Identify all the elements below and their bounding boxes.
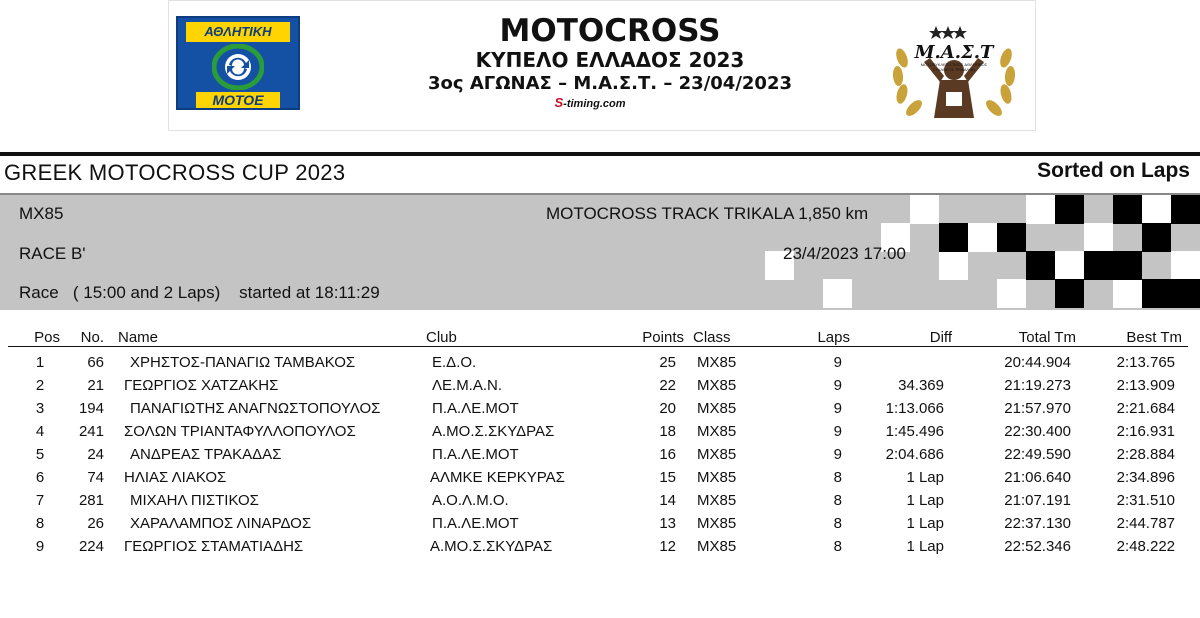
mast-logo-subtext: ΜΟΤΟΣΥΚΛΕΤΙΣΤΙΚΟΣ ΑΘΛΗΤΙΚΟΣ ΣΥΛΛΟΓΟΣ ΤΡΙΚΑΛΩΝ <box>920 62 988 72</box>
header-best: Best Tm <box>1126 329 1182 346</box>
cell-class: MX85 <box>697 400 737 417</box>
cell-best: 2:16.931 <box>1116 423 1175 440</box>
cell-best: 2:13.765 <box>1116 354 1175 371</box>
cell-points: 20 <box>659 400 676 417</box>
cell-points: 15 <box>659 469 676 486</box>
cell-no: 24 <box>87 446 104 463</box>
cell-points: 13 <box>659 515 676 532</box>
cell-best: 2:31.510 <box>1116 492 1175 509</box>
header-points: Points <box>642 329 684 346</box>
cell-club: Π.Α.ΛΕ.ΜΟΤ <box>432 400 519 417</box>
cell-laps: 8 <box>833 469 842 486</box>
cell-class: MX85 <box>697 423 737 440</box>
cell-best: 2:13.909 <box>1116 377 1175 394</box>
cell-pos: 5 <box>35 446 45 463</box>
cell-class: MX85 <box>697 377 737 394</box>
cell-best: 2:28.884 <box>1116 446 1175 463</box>
cell-pos: 1 <box>35 354 45 371</box>
cell-laps: 9 <box>833 446 842 463</box>
cell-name: ΣΟΛΩΝ ΤΡΙΑΝΤΑΦΥΛΛΟΠΟΥΛΟΣ <box>124 423 356 440</box>
category-label: MX85 <box>19 204 64 223</box>
cell-pos: 9 <box>35 538 45 555</box>
cell-club: Α.Ο.Λ.Μ.Ο. <box>432 492 509 509</box>
event-title: MOTOCROSS <box>499 13 721 49</box>
header-club: Club <box>426 329 457 346</box>
timing-credit-rest: -timing.com <box>563 98 626 110</box>
timing-credit <box>340 96 840 111</box>
cell-diff: 1 Lap <box>906 469 944 486</box>
cell-name: ΜΙΧΑΗΛ ΠΙΣΤΙΚΟΣ <box>130 492 259 509</box>
cell-club: Α.ΜΟ.Σ.ΣΚΥΔΡΑΣ <box>430 538 553 555</box>
event-subtitle: ΚΥΠΕΛΟ ΕΛΛΑΔΟΣ 2023 <box>475 48 745 72</box>
header-pos: Pos <box>34 329 60 346</box>
cell-diff: 1 Lap <box>906 492 944 509</box>
cell-club: Ε.Δ.Ο. <box>432 354 477 371</box>
cell-diff: 2:04.686 <box>885 446 944 463</box>
cell-total: 22:52.346 <box>1004 538 1071 555</box>
cell-points: 22 <box>659 377 676 394</box>
cell-total: 20:44.904 <box>1004 354 1071 371</box>
cell-points: 14 <box>659 492 676 509</box>
cell-class: MX85 <box>697 446 737 463</box>
table-row <box>0 444 1200 467</box>
cell-points: 12 <box>659 538 676 555</box>
table-row <box>0 398 1200 421</box>
cell-total: 21:57.970 <box>1004 400 1071 417</box>
cell-no: 74 <box>87 469 104 486</box>
race-label: RACE B' <box>19 244 86 263</box>
cell-name: ΑΝΔΡΕΑΣ ΤΡΑΚΑΔΑΣ <box>130 446 282 463</box>
cell-class: MX85 <box>697 469 737 486</box>
table-row <box>0 467 1200 490</box>
cell-pos: 8 <box>35 515 45 532</box>
mast-logo-text: Μ.Α.Σ.Τ <box>914 42 994 63</box>
cell-pos: 7 <box>35 492 45 509</box>
cell-best: 2:34.896 <box>1116 469 1175 486</box>
cell-total: 22:49.590 <box>1004 446 1071 463</box>
results-table-header <box>0 329 1200 346</box>
motoe-logo <box>176 16 300 110</box>
cell-pos: 2 <box>35 377 45 394</box>
cell-no: 224 <box>78 538 104 555</box>
header-name: Name <box>118 329 159 346</box>
race-datetime: 23/4/2023 17:00 <box>783 244 906 263</box>
cell-laps: 9 <box>833 423 842 440</box>
cell-name: ΗΛΙΑΣ ΛΙΑΚΟΣ <box>124 469 227 486</box>
track-label: MOTOCROSS TRACK TRIKALA 1,850 km <box>546 204 869 223</box>
cell-diff: 34.369 <box>898 377 944 394</box>
table-row <box>0 421 1200 444</box>
cell-name: ΓΕΩΡΓΙΟΣ ΧΑΤΖΑΚΗΣ <box>124 377 279 394</box>
motoe-logo-bottom-text: ΜΟΤΟΕ <box>196 92 280 108</box>
cell-class: MX85 <box>697 354 737 371</box>
cell-diff: 1:45.496 <box>885 423 944 440</box>
cell-points: 25 <box>659 354 676 371</box>
cell-name: ΓΕΩΡΓΙΟΣ ΣΤΑΜΑΤΙΑΔΗΣ <box>124 538 304 555</box>
event-round: 3ος ΑΓΩΝΑΣ – Μ.Α.Σ.Τ. – 23/04/2023 <box>428 73 792 94</box>
cell-total: 21:07.191 <box>1004 492 1071 509</box>
cell-no: 281 <box>78 492 104 509</box>
results-table-body <box>0 352 1200 559</box>
cell-diff: 1:13.066 <box>885 400 944 417</box>
cell-diff: 1 Lap <box>906 538 944 555</box>
event-title-block <box>380 14 840 111</box>
cell-no: 21 <box>87 377 104 394</box>
laurel-arrows-icon <box>212 44 264 90</box>
timing-credit-s: S <box>554 95 564 110</box>
cell-total: 22:30.400 <box>1004 423 1071 440</box>
cell-pos: 4 <box>35 423 45 440</box>
cell-laps: 9 <box>833 377 842 394</box>
cell-club: ΛΕ.Μ.Α.Ν. <box>432 377 503 394</box>
cell-total: 22:37.130 <box>1004 515 1071 532</box>
header-no: No. <box>80 329 104 346</box>
cell-points: 16 <box>659 446 676 463</box>
cell-laps: 8 <box>833 492 842 509</box>
cell-no: 26 <box>87 515 104 532</box>
cell-name: ΧΡΗΣΤΟΣ-ΠΑΝΑΓΙΩ ΤΑΜΒΑΚΟΣ <box>130 354 356 371</box>
cell-name: ΠΑΝΑΓΙΩΤΗΣ ΑΝΑΓΝΩΣΤΟΠΟΥΛΟΣ <box>130 400 381 417</box>
table-row <box>0 490 1200 513</box>
table-row <box>0 352 1200 375</box>
cell-club: Π.Α.ΛΕ.ΜΟΤ <box>432 446 519 463</box>
cell-laps: 8 <box>833 538 842 555</box>
results-title: GREEK MOTOCROSS CUP 2023 <box>4 160 346 185</box>
cell-diff: 1 Lap <box>906 515 944 532</box>
cell-class: MX85 <box>697 515 737 532</box>
cell-no: 194 <box>78 400 104 417</box>
cell-pos: 6 <box>35 469 45 486</box>
title-bar-rule <box>0 152 1200 156</box>
cell-no: 241 <box>78 423 104 440</box>
header-class: Class <box>693 329 731 346</box>
cell-best: 2:21.684 <box>1116 400 1175 417</box>
cell-total: 21:19.273 <box>1004 377 1071 394</box>
cell-laps: 8 <box>833 515 842 532</box>
motoe-logo-top-text: ΑΘΛΗΤΙΚΗ <box>186 22 290 42</box>
cell-best: 2:44.787 <box>1116 515 1175 532</box>
cell-name: ΧΑΡΑΛΑΜΠΟΣ ΛΙΝΑΡΔΟΣ <box>130 515 312 532</box>
cell-laps: 9 <box>833 400 842 417</box>
header-total: Total Tm <box>1018 329 1076 346</box>
cell-pos: 3 <box>35 400 45 417</box>
header-rule <box>8 346 1188 347</box>
cell-best: 2:48.222 <box>1116 538 1175 555</box>
sort-label: Sorted on Laps <box>1037 159 1190 182</box>
cell-club: Π.Α.ΛΕ.ΜΟΤ <box>432 515 519 532</box>
race-details: Race ( 15:00 and 2 Laps) started at 18:11:29 <box>19 283 380 302</box>
header-diff: Diff <box>929 329 952 346</box>
table-row <box>0 536 1200 559</box>
cell-class: MX85 <box>697 538 737 555</box>
cell-class: MX85 <box>697 492 737 509</box>
table-row <box>0 375 1200 398</box>
cell-club: Α.ΜΟ.Σ.ΣΚΥΔΡΑΣ <box>432 423 555 440</box>
table-row <box>0 513 1200 536</box>
header-laps: Laps <box>817 329 850 346</box>
cell-club: ΑΛΜΚΕ ΚΕΡΚΥΡΑΣ <box>430 469 565 486</box>
cell-no: 66 <box>87 354 104 371</box>
cell-points: 18 <box>659 423 676 440</box>
cell-total: 21:06.640 <box>1004 469 1071 486</box>
mast-logo <box>884 18 1024 122</box>
cell-laps: 9 <box>833 354 842 371</box>
